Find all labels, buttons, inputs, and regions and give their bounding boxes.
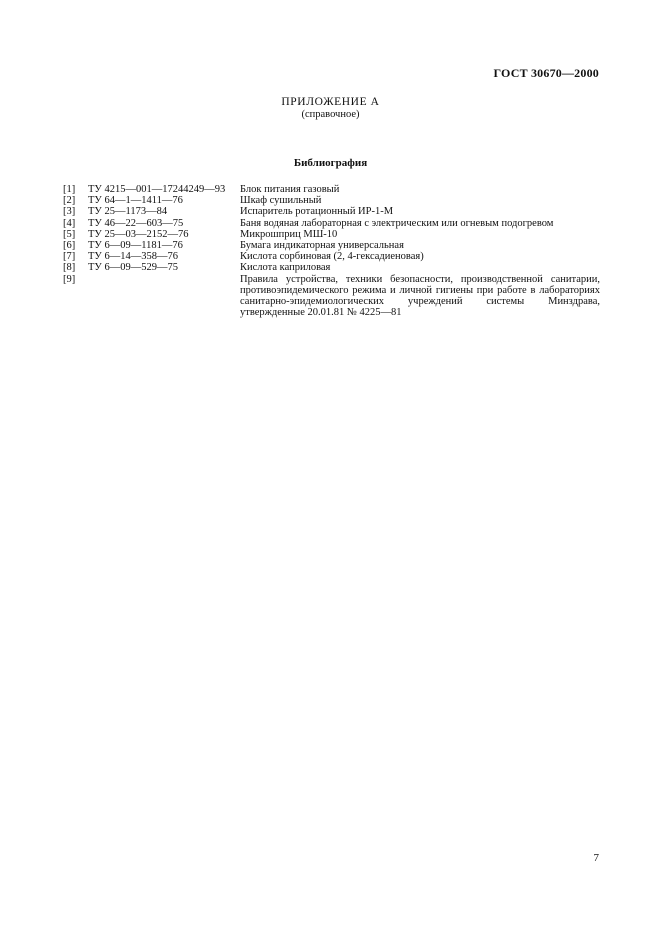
entry-code: ТУ 6—09—1181—76 — [88, 240, 183, 252]
entry-code: ТУ 6—09—529—75 — [88, 262, 178, 274]
bibliography-entry-6 — [63, 240, 600, 251]
bibliography-entry-7 — [63, 251, 600, 262]
entry-title: Шкаф сушильный — [240, 195, 322, 207]
entry-number: [4] — [63, 217, 76, 229]
appendix-subtitle: (справочное) — [301, 109, 360, 120]
entry-number: [9] — [63, 273, 76, 285]
entry-number: [2] — [63, 195, 76, 207]
document-code: ГОСТ 30670—2000 — [493, 66, 599, 80]
appendix-title: ПРИЛОЖЕНИЕ А — [281, 96, 380, 108]
bibliography-entry-5 — [63, 229, 600, 240]
entry-number: [6] — [63, 240, 76, 252]
bibliography-entry-9 — [63, 274, 600, 319]
entry-number: [3] — [63, 206, 76, 218]
entry-code: ТУ 64—1—1411—76 — [88, 195, 183, 207]
bibliography-entry-3 — [63, 206, 600, 217]
entry-title: Кислота сорбиновая (2, 4-гексадиеновая) — [240, 251, 424, 263]
entry-number: [8] — [63, 262, 76, 274]
bibliography-entry-4 — [63, 218, 600, 229]
entry-code: ТУ 6—14—358—76 — [88, 251, 178, 263]
bibliography-entry-2 — [63, 195, 600, 206]
bibliography-entry-8 — [63, 262, 600, 273]
bibliography-list — [63, 184, 600, 318]
entry-title: Правила устройства, техники безопасности, производственной санитарии, противоэпидемического режима и личной гигиены при работе в лабораториях санитарно-эпидемиологических учреждений системы Минздрава, утвержденные 20.01.81 № 4225—81 — [240, 273, 600, 319]
entry-number: [5] — [63, 228, 76, 240]
entry-title: Кислота каприловая — [240, 262, 331, 274]
entry-title: Микрошприц МШ-10 — [240, 228, 338, 240]
entry-code: ТУ 46—22—603—75 — [88, 217, 184, 229]
entry-number: [7] — [63, 251, 76, 263]
entry-code: ТУ 25—03—2152—76 — [88, 228, 189, 240]
entry-title: Баня водяная лабораторная с электрическим или огневым подогревом — [240, 217, 554, 229]
entry-title: Испаритель ротационный ИР-1-М — [240, 206, 394, 218]
entry-number: [1] — [63, 184, 76, 195]
bibliography-entry-1 — [63, 184, 600, 195]
entry-code: ТУ 4215—001—17244249—93 — [88, 184, 226, 195]
entry-title: Бумага индикаторная универсальная — [240, 240, 404, 252]
appendix-header — [0, 96, 661, 121]
entry-code: ТУ 25—1173—84 — [88, 206, 168, 218]
entry-title: Блок питания газовый — [240, 184, 340, 195]
page-number: 7 — [593, 852, 599, 864]
bibliography-heading: Библиография — [293, 157, 368, 169]
